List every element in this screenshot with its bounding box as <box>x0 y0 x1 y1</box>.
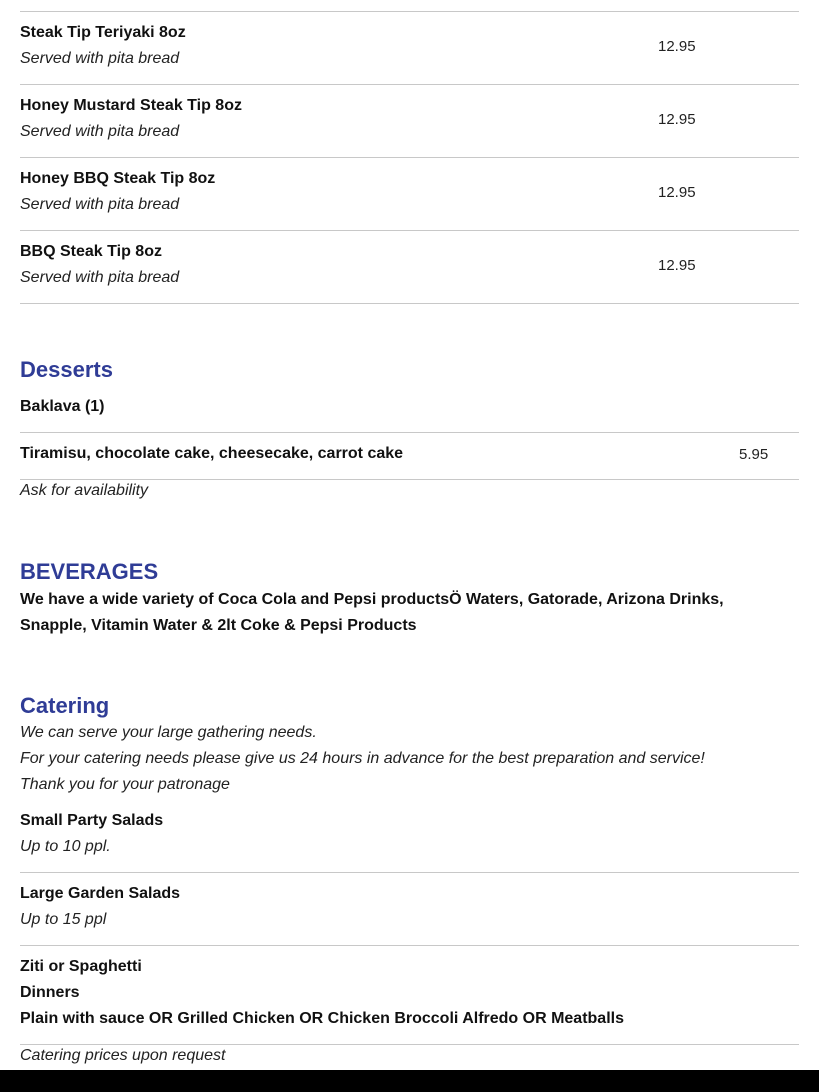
menu-item-name: Small Party Salads <box>20 812 164 829</box>
menu-item-price: 12.95 <box>658 111 696 128</box>
menu-item-price: 12.95 <box>658 184 696 201</box>
menu-item-name: Steak Tip Teriyaki 8oz <box>20 24 186 41</box>
divider <box>20 432 799 433</box>
menu-item-options: Plain with sauce OR Grilled Chicken OR Chicken Broccoli Alfredo OR Meatballs <box>20 1010 624 1027</box>
menu-item-price: 12.95 <box>658 38 696 55</box>
menu-item-name: Ziti or Spaghetti <box>20 958 142 975</box>
menu-item-name: Large Garden Salads <box>20 885 181 902</box>
dessert-note: Ask for availability <box>20 482 149 499</box>
divider <box>20 872 799 873</box>
menu-item-description: Served with pita bread <box>20 269 180 286</box>
menu-item-description: Up to 10 ppl. <box>20 838 111 855</box>
menu-item-name: Baklava (1) <box>20 398 105 415</box>
section-heading-catering: Catering <box>20 693 110 718</box>
menu-item-description: Served with pita bread <box>20 196 180 213</box>
section-heading-desserts: Desserts <box>20 357 113 382</box>
menu-item-description: Served with pita bread <box>20 50 180 67</box>
menu-item-price: 5.95 <box>739 446 769 463</box>
menu-item-name: Dinners <box>20 984 80 1001</box>
catering-intro-line: Thank you for your patronage <box>20 776 230 793</box>
divider <box>20 303 799 304</box>
divider <box>20 84 799 85</box>
catering-intro-line: For your catering needs please give us 24 hours in advance for the best preparation and service! <box>20 750 705 767</box>
menu-item-description: Served with pita bread <box>20 123 180 140</box>
catering-note: Catering prices upon request <box>20 1047 226 1064</box>
section-heading-beverages: BEVERAGES <box>20 559 159 584</box>
menu-item-name: Honey Mustard Steak Tip 8oz <box>20 97 242 114</box>
menu-item-name: Tiramisu, chocolate cake, cheesecake, carrot cake <box>20 445 404 462</box>
menu-item-description: Up to 15 ppl <box>20 911 107 928</box>
divider <box>20 479 799 480</box>
divider <box>20 230 799 231</box>
menu-item-name: Honey BBQ Steak Tip 8oz <box>20 170 216 187</box>
bottom-bar <box>0 1070 819 1092</box>
menu-item-price: 12.95 <box>658 257 696 274</box>
beverages-description: We have a wide variety of Coca Cola and Pepsi productsÖ Waters, Gatorade, Arizona Drinks, Snapple, Vitamin Water & 2lt Coke & Pepsi Products <box>20 591 724 634</box>
menu-item-name: BBQ Steak Tip 8oz <box>20 243 162 260</box>
divider <box>20 945 799 946</box>
catering-intro-line: We can serve your large gathering needs. <box>20 724 317 741</box>
divider <box>20 1044 799 1045</box>
divider <box>20 157 799 158</box>
divider <box>20 11 799 12</box>
